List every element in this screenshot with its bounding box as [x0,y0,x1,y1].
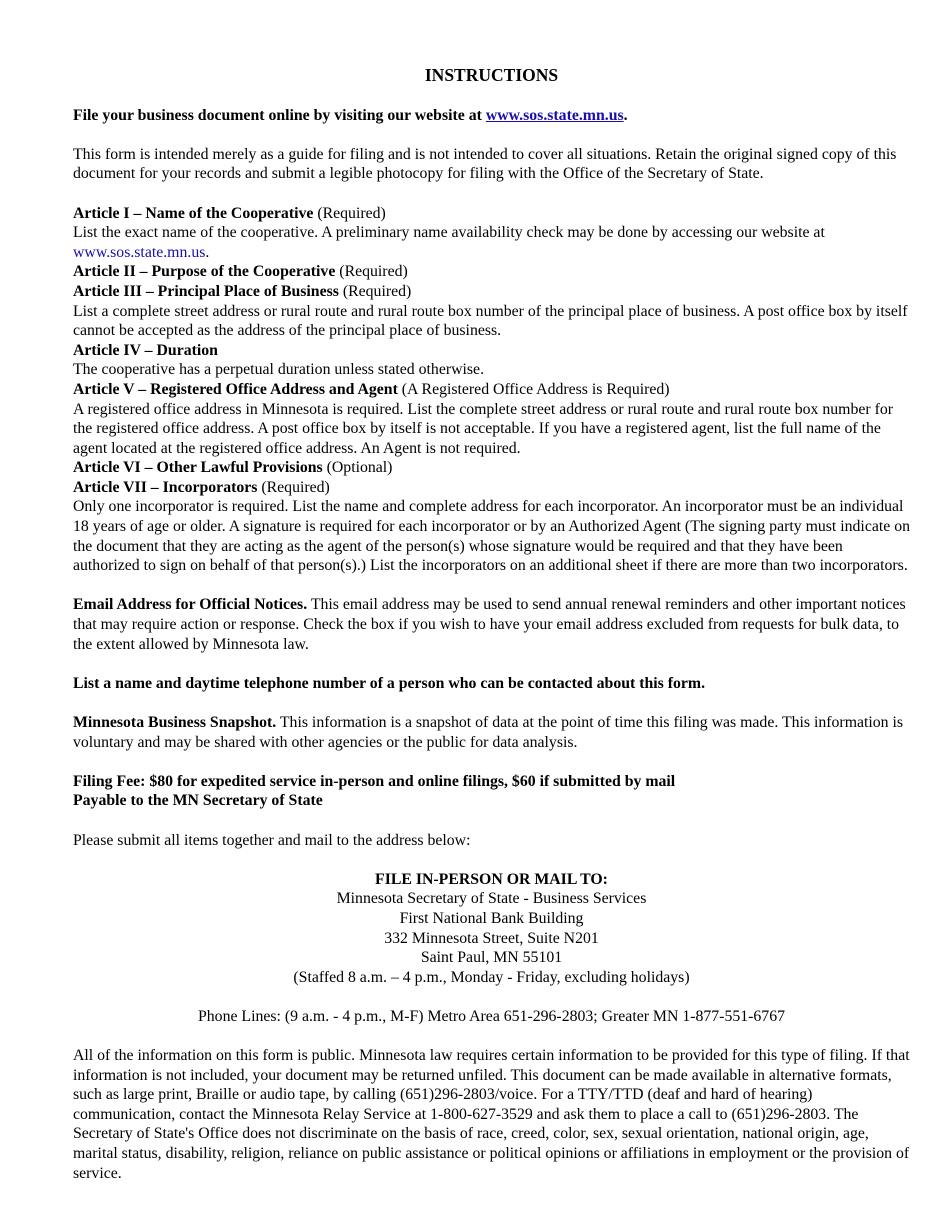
article-6-note: (Optional) [322,459,393,477]
filing-fee-line: Filing Fee: $80 for expedited service in-person and online filings, $60 if submitted by mail [73,772,676,790]
address-line-building: First National Bank Building [399,909,584,927]
address-line-hours: (Staffed 8 a.m. – 4 p.m., Monday - Friday, excluding holidays) [293,968,690,986]
article-4-heading: Article IV – Duration [73,341,218,359]
snapshot-body: This information is a snapshot of data at the point of time this filing was made. This information is voluntary and may be shared with other agencies or the public for data analysis. [73,714,904,751]
snapshot-heading: Minnesota Business Snapshot. [73,714,277,731]
public-notice: All of the information on this form is public. Minnesota law requires certain information to be provided for this type of filing. If that information is not included, your document may be returned unfiled. This document can be made available in alternative formats, such as large print, Braille or audio tape, by calling (651)296-2803/voice. For a TTY/TTD (deaf and hard of hearing) communication, contact the Minnesota Relay Service at 1-800-627-3529 and ask them to place a call to (651)296-2803. The Secretary of State's Office does not discriminate on the basis of race, creed, color, sex, sexual orientation, national origin, age, marital status, disability, religion, reliance on public assistance or political opinions or affiliations in employment or the provision of service. [73,1047,910,1182]
article-5-heading: Article V – Registered Office Address and Agent [73,380,398,398]
submit-instruction: Please submit all items together and mail to the address below: [73,831,471,849]
article-1-heading: Article I – Name of the Cooperative [73,204,314,222]
online-filing-text: File your business document online by visiting our website at [73,106,486,124]
mailing-address-block [73,870,910,988]
article-3-heading: Article III – Principal Place of Business [73,282,339,300]
article-3-body: List a complete street address or rural route and rural route box number of the principal place of business. A post office box by itself cannot be accepted as the address of the principal place of business. [73,302,908,340]
article-1-body [73,223,910,262]
email-body: This email address may be used to send annual renewal reminders and other important notices that may require action or response. Check the box if you wish to have your email address excluded from requests for bulk data, to the extent allowed by Minnesota law. [73,596,906,653]
article-1-title [73,204,910,224]
article-7-title [73,478,910,498]
online-filing-notice [73,106,910,126]
article-2-note: (Required) [335,263,408,281]
article-6-title [73,458,910,478]
article-1-end: . [205,243,210,261]
article-3-title [73,282,910,302]
article-1-text: List the exact name of the cooperative. A preliminary name availability check may be done by accessing our website at [73,224,825,242]
phone-lines: Phone Lines: (9 a.m. - 4 p.m., M-F) Metro Area 651-296-2803; Greater MN 1-877-551-6767 [197,1007,785,1025]
address-line-city: Saint Paul, MN 55101 [420,949,563,967]
article-4-body: The cooperative has a perpetual duration unless stated otherwise. [73,361,485,379]
intro-paragraph: This form is intended merely as a guide for filing and is not intended to cover all situations. Retain the original signed copy of this document for your records and submit a legible photocopy for filing with the Office of the Secretary of State. [73,145,897,183]
payable-line: Payable to the MN Secretary of State [73,792,323,810]
article-2-title [73,262,910,282]
article-3-note: (Required) [338,282,412,300]
article-5-note: (A Registered Office Address is Required) [397,380,670,398]
address-heading: FILE IN-PERSON OR MAIL TO: [375,870,608,888]
contact-instruction: List a name and daytime telephone number of a person who can be contacted about this form. [73,674,706,692]
article-2-heading: Article II – Purpose of the Cooperative [73,263,336,281]
address-line-street: 332 Minnesota Street, Suite N201 [384,929,599,947]
online-filing-end: . [623,106,628,124]
page-title: INSTRUCTIONS [424,65,559,85]
address-line-office: Minnesota Secretary of State - Business Services [336,890,647,908]
article-6-heading: Article VI – Other Lawful Provisions [73,459,323,477]
article-7-heading: Article VII – Incorporators [73,478,258,496]
email-section [73,595,910,654]
article-7-body: Only one incorporator is required. List the name and complete address for each incorporator. An incorporator must be an individual 18 years of age or older. A signature is required for each incorporator or by an Authorized Agent (The signing party must indicate on the document that they are acting as the agent of the person(s) whose signature would be required and that they have been authorized to sign on behalf of that person(s).) List the incorporators on an additional sheet if there are more than two incorporators. [73,498,910,575]
article-7-note: (Required) [257,478,330,496]
email-heading: Email Address for Official Notices. [73,596,308,614]
website-link[interactable]: www.sos.state.mn.us [485,106,624,124]
article-5-body: A registered office address in Minnesota is required. List the complete street address or rural route and rural route box number for the registered office address. A post office box by itself is not acceptable. If you have a registered agent, list the full name of the agent located at the registered office address. An Agent is not required. [73,400,894,457]
article-1-website-link[interactable]: www.sos.state.mn.us [73,243,206,261]
article-1-note: (Required) [313,204,386,222]
snapshot-section [73,713,910,752]
article-5-title [73,380,910,400]
